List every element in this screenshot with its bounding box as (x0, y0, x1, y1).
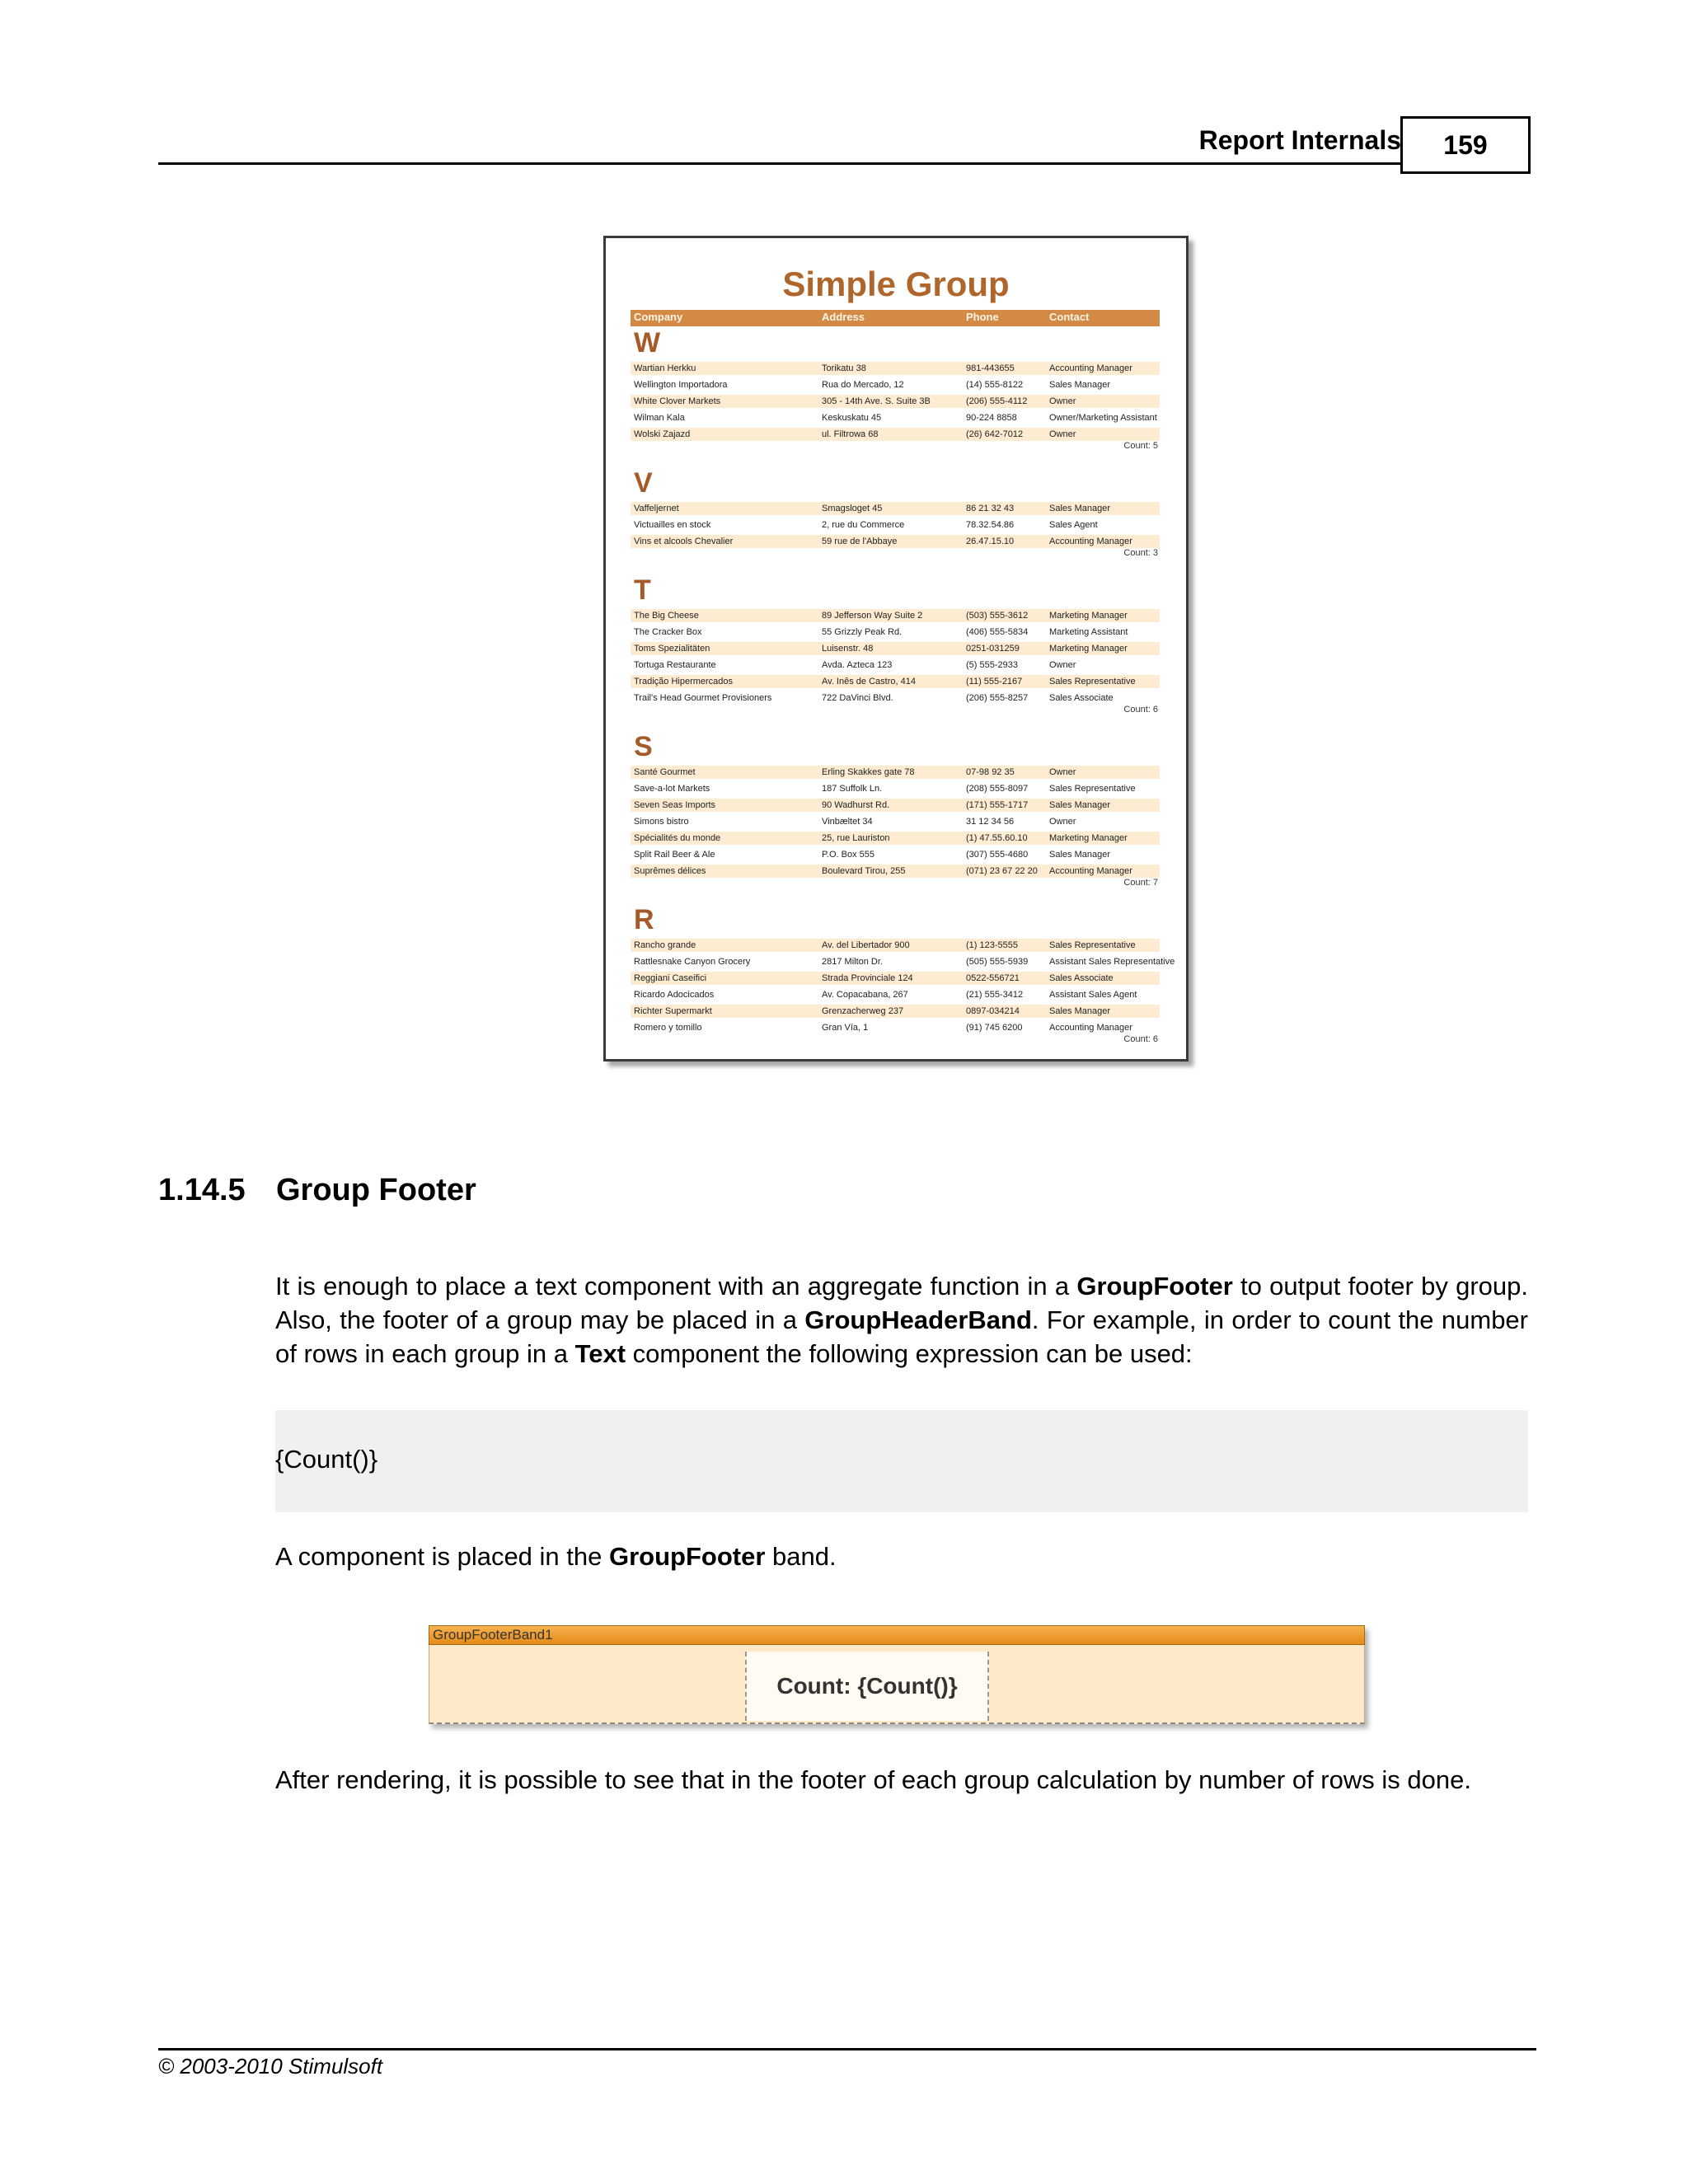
band-name: GroupFooterBand1 (433, 1627, 553, 1643)
footer-rule (158, 2048, 1536, 2050)
report-cell: 2, rue du Commerce (822, 520, 905, 530)
report-cell: Av. Copacabana, 267 (822, 990, 908, 1000)
report-cell: Rattlesnake Canyon Grocery (634, 957, 751, 967)
report-row (631, 815, 1160, 828)
report-cell: Owner (1049, 429, 1076, 439)
report-row (631, 411, 1160, 424)
report-cell: Accounting Manager (1049, 363, 1132, 373)
report-row (631, 766, 1160, 779)
report-cell: (505) 555-5939 (966, 957, 1029, 967)
report-cell: 25, rue Lauriston (822, 833, 890, 843)
report-cell: Romero y tomillo (634, 1023, 702, 1033)
text: It is enough to place a text component with an aggregate function in a (275, 1272, 1077, 1301)
report-cell: Trail's Head Gourmet Provisioners (634, 693, 772, 703)
report-cell: Assistant Sales Agent (1049, 990, 1137, 1000)
report-cell: Simons bistro (634, 817, 689, 827)
report-preview (603, 236, 1189, 1062)
report-cell: 90 Wadhurst Rd. (822, 800, 890, 810)
report-row (631, 658, 1160, 672)
report-cell: Luisenstr. 48 (822, 644, 874, 654)
report-row (631, 535, 1160, 548)
report-cell: (406) 555-5834 (966, 627, 1029, 637)
report-title: Simple Group (782, 265, 1010, 303)
report-row (631, 782, 1160, 795)
report-row (631, 865, 1160, 878)
report-cell: Tortuga Restaurante (634, 660, 716, 670)
report-cell: (503) 555-3612 (966, 611, 1029, 621)
report-cell: Ricardo Adocicados (634, 990, 715, 1000)
group-count: Count: 6 (1123, 705, 1158, 715)
report-cell: 187 Suffolk Ln. (822, 784, 883, 794)
group-letter: V (634, 467, 653, 499)
report-cell: Accounting Manager (1049, 866, 1132, 876)
report-cell: The Cracker Box (634, 627, 702, 637)
report-cell: Sales Associate (1049, 973, 1114, 983)
report-cell: Suprêmes délices (634, 866, 706, 876)
paragraph-component (275, 1540, 1528, 1573)
report-cell: Erling Skakkes gate 78 (822, 767, 915, 777)
report-row (631, 972, 1160, 985)
report-row (631, 362, 1160, 375)
text: band. (765, 1542, 837, 1571)
report-cell: ul. Filtrowa 68 (822, 429, 879, 439)
text: . For example, in order to count the number of rows in each group in a (275, 1305, 1528, 1368)
report-cell: Owner (1049, 767, 1076, 777)
report-cell: Rancho grande (634, 940, 696, 950)
report-cell: Spécialités du monde (634, 833, 721, 843)
report-cell: Torikatu 38 (822, 363, 866, 373)
running-header-title: Report Internals (1198, 125, 1401, 155)
col-address: Address (822, 311, 865, 323)
code-expression: {Count()} (275, 1445, 378, 1474)
report-cell: 26.47.15.10 (966, 537, 1015, 546)
report-cell: (26) 642-7012 (966, 429, 1024, 439)
report-cell: Sales Representative (1049, 940, 1136, 950)
report-cell: 90-224 8858 (966, 413, 1017, 423)
report-row (631, 955, 1175, 968)
report-cell: 722 DaVinci Blvd. (822, 693, 893, 703)
report-row (631, 988, 1160, 1001)
copyright: © 2003-2010 Stimulsoft (158, 2054, 383, 2079)
report-cell: Boulevard Tirou, 255 (822, 866, 906, 876)
paragraph-intro (275, 1269, 1528, 1371)
report-cell: (5) 555-2933 (966, 660, 1018, 670)
group-letter: T (634, 574, 651, 606)
report-cell: Save-a-lot Markets (634, 784, 710, 794)
report-row (631, 1021, 1160, 1034)
report-cell: Vaffeljernet (634, 504, 679, 513)
group-footer-band (429, 1625, 1365, 1724)
report-row (631, 799, 1160, 812)
report-cell: Marketing Manager (1049, 611, 1128, 621)
report-cell: Sales Representative (1049, 784, 1136, 794)
report-row (631, 691, 1160, 705)
report-cell: (14) 555-8122 (966, 380, 1024, 390)
col-company: Company (634, 311, 683, 323)
report-cell: Strada Provinciale 124 (822, 973, 913, 983)
report-cell: Marketing Manager (1049, 644, 1128, 654)
report-cell: Sales Representative (1049, 677, 1136, 687)
report-row (631, 675, 1160, 688)
group-count: Count: 7 (1123, 878, 1158, 888)
group-letter: R (634, 904, 654, 935)
report-cell: (307) 555-4680 (966, 850, 1029, 860)
report-cell: Owner/Marketing Assistant (1049, 413, 1157, 423)
report-cell: Accounting Manager (1049, 537, 1132, 546)
report-cell: (171) 555-1717 (966, 800, 1029, 810)
report-cell: (21) 555-3412 (966, 990, 1024, 1000)
report-cell: Split Rail Beer & Ale (634, 850, 715, 860)
report-cell: Sales Manager (1049, 380, 1110, 390)
report-row (631, 626, 1160, 639)
text: component the following expression can be used: (626, 1339, 1193, 1368)
report-cell: Toms Spezialitäten (634, 644, 710, 654)
report-cell: (208) 555-8097 (966, 784, 1029, 794)
report-cell: (11) 555-2167 (966, 677, 1023, 687)
group-count: Count: 3 (1123, 548, 1158, 558)
report-cell: 86 21 32 43 (966, 504, 1015, 513)
page-number: 159 (1400, 116, 1531, 174)
report-cell: Victuailles en stock (634, 520, 711, 530)
report-cell: 07-98 92 35 (966, 767, 1015, 777)
report-cell: Tradição Hipermercados (634, 677, 734, 687)
bold-term: GroupFooter (1076, 1272, 1233, 1301)
report-cell: Vins et alcools Chevalier (634, 537, 734, 546)
report-cell: Sales Manager (1049, 850, 1110, 860)
report-cell: Marketing Manager (1049, 833, 1128, 843)
report-cell: (1) 47.55.60.10 (966, 833, 1028, 843)
report-cell: 31 12 34 56 (966, 817, 1015, 827)
report-cell: P.O. Box 555 (822, 850, 875, 860)
report-row (631, 378, 1160, 391)
report-cell: Smagsloget 45 (822, 504, 883, 513)
report-cell: (1) 123-5555 (966, 940, 1018, 950)
report-cell: 59 rue de l'Abbaye (822, 537, 898, 546)
report-cell: 0897-034214 (966, 1006, 1020, 1016)
group-count: Count: 5 (1123, 441, 1158, 451)
report-cell: Wilman Kala (634, 413, 685, 423)
report-cell: Owner (1049, 660, 1076, 670)
report-cell: 981-443655 (966, 363, 1015, 373)
report-cell: Keskuskatu 45 (822, 413, 882, 423)
section-title: Group Footer (276, 1173, 476, 1207)
report-cell: Wellington Importadora (634, 380, 728, 390)
report-cell: White Clover Markets (634, 396, 721, 406)
group-letter: S (634, 731, 653, 762)
report-cell: Seven Seas Imports (634, 800, 716, 810)
report-cell: (91) 745 6200 (966, 1023, 1023, 1033)
report-cell: 305 - 14th Ave. S. Suite 3B (822, 396, 931, 406)
report-cell: Accounting Manager (1049, 1023, 1132, 1033)
report-cell: Wartian Herkku (634, 363, 696, 373)
report-row (631, 609, 1160, 622)
col-contact: Contact (1049, 311, 1090, 323)
col-phone: Phone (966, 311, 999, 323)
report-cell: Rua do Mercado, 12 (822, 380, 904, 390)
section-number: 1.14.5 (158, 1173, 246, 1207)
report-row (631, 1005, 1160, 1018)
report-cell: Sales Manager (1049, 504, 1110, 513)
report-cell: 0251-031259 (966, 644, 1020, 654)
report-cell: Assistant Sales Representative (1049, 957, 1175, 967)
report-cell: Grenzacherweg 237 (822, 1006, 904, 1016)
report-row (631, 518, 1160, 532)
report-cell: 0522-556721 (966, 973, 1020, 983)
report-row (631, 939, 1160, 952)
report-cell: 2817 Milton Dr. (822, 957, 883, 967)
bold-term: Text (574, 1339, 626, 1368)
report-cell: Av. del Libertador 900 (822, 940, 910, 950)
report-cell: Sales Associate (1049, 693, 1114, 703)
report-cell: Av. Inês de Castro, 414 (822, 677, 916, 687)
report-cell: Reggiani Caseifici (634, 973, 707, 983)
report-cell: The Big Cheese (634, 611, 699, 621)
header-rule (158, 162, 1401, 165)
report-row (631, 848, 1160, 861)
report-column-header (631, 310, 1160, 326)
band-title-bar (429, 1625, 1365, 1645)
code-block (275, 1410, 1528, 1512)
report-cell: Avda. Azteca 123 (822, 660, 893, 670)
count-text-component: Count: {Count()} (745, 1652, 989, 1721)
report-row (631, 502, 1160, 515)
report-cell: Santé Gourmet (634, 767, 696, 777)
report-cell: 78.32.54.86 (966, 520, 1015, 530)
report-cell: Sales Agent (1049, 520, 1098, 530)
report-cell: Wolski Zajazd (634, 429, 691, 439)
report-cell: Vinbæltet 34 (822, 817, 873, 827)
group-letter: W (634, 327, 661, 359)
report-row (631, 428, 1160, 441)
report-cell: Richter Supermarkt (634, 1006, 712, 1016)
text: to output footer by group. Also, the footer of a group may be placed in a (275, 1272, 1528, 1334)
report-cell: (206) 555-8257 (966, 693, 1029, 703)
report-cell: Sales Manager (1049, 1006, 1110, 1016)
report-row (631, 832, 1160, 845)
report-cell: Owner (1049, 396, 1076, 406)
paragraph-result: After rendering, it is possible to see that in the footer of each group calculation by number of rows is done. (275, 1765, 1471, 1794)
report-cell: Gran Vía, 1 (822, 1023, 869, 1033)
report-cell: (071) 23 67 22 20 (966, 866, 1038, 876)
text: A component is placed in the (275, 1542, 609, 1571)
report-row (631, 395, 1160, 408)
report-cell: Marketing Assistant (1049, 627, 1128, 637)
bold-term: GroupHeaderBand (804, 1305, 1032, 1334)
group-count: Count: 6 (1123, 1034, 1158, 1044)
report-cell: Owner (1049, 817, 1076, 827)
bold-term: GroupFooter (608, 1542, 766, 1571)
report-row (631, 642, 1160, 655)
report-cell: 89 Jefferson Way Suite 2 (822, 611, 923, 621)
report-cell: 55 Grizzly Peak Rd. (822, 627, 903, 637)
report-cell: (206) 555-4112 (966, 396, 1028, 406)
report-cell: Sales Manager (1049, 800, 1110, 810)
